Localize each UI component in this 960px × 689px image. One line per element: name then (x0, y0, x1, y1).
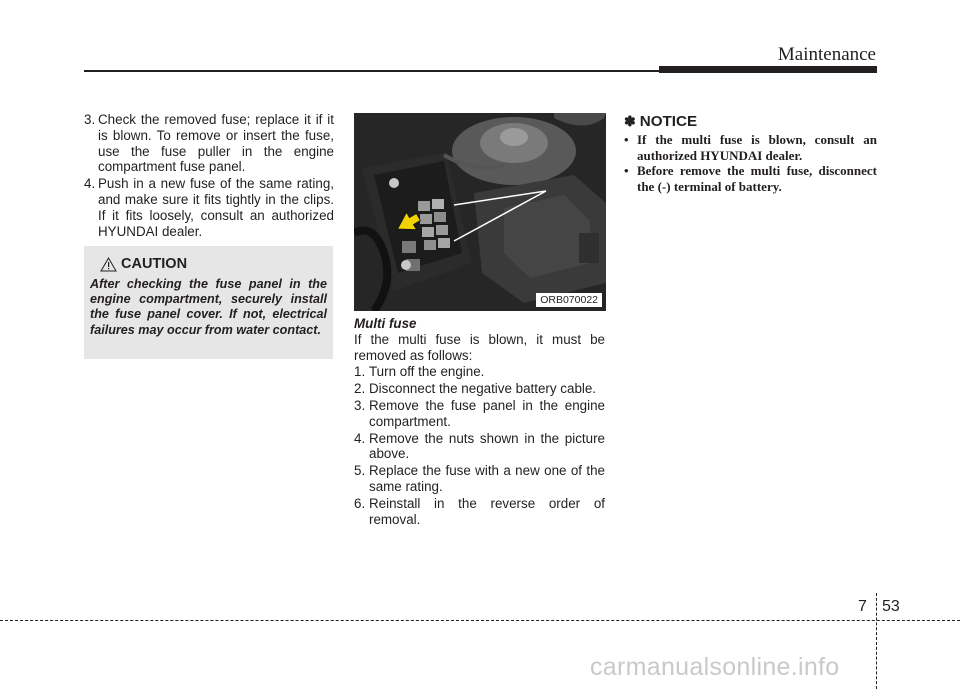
page-number: 53 (882, 598, 900, 615)
list-item (84, 112, 334, 175)
warning-triangle-icon (100, 257, 117, 272)
step-number: 6. (354, 495, 366, 511)
step-number: 4. (84, 176, 96, 192)
engine-fuse-box-photo (354, 113, 606, 311)
section-title: Maintenance (777, 44, 876, 65)
notice-mark-icon: ✽ (624, 113, 636, 129)
engine-compartment-image (354, 113, 606, 311)
step-text: Push in a new fuse of the same rating, and make sure it fits tightly in the clips. If it fits loosely, consult an authorized HYUNDAI dealer. (98, 176, 334, 239)
figure-code: ORB070022 (536, 293, 602, 307)
chapter-number: 7 (858, 598, 867, 615)
notice-box (624, 113, 877, 194)
list-item (354, 496, 605, 528)
step-number: 5. (354, 463, 366, 479)
list-item (354, 364, 605, 380)
bullet-icon: • (624, 132, 629, 147)
step-number: 4. (354, 430, 366, 446)
instructions-column-1 (84, 112, 334, 239)
bullet-icon: • (624, 163, 629, 179)
header-rule-thick (659, 66, 877, 73)
list-item (624, 132, 877, 163)
step-number: 3. (84, 112, 96, 127)
caution-box (84, 246, 333, 359)
multi-fuse-intro: If the multi fuse is blown, it must be removed as follows: (354, 331, 605, 363)
caution-title: CAUTION (121, 256, 188, 272)
instructions-column-2 (354, 316, 605, 527)
notice-text: If the multi fuse is blown, consult an authorized HYUNDAI dealer. (637, 132, 877, 163)
multi-fuse-heading: Multi fuse (354, 316, 417, 331)
caution-text: After checking the fuse panel in the engine compartment, securely install the fuse panel cover. If not, electrical failures may occur from water contact. (90, 277, 327, 337)
caution-header (100, 256, 187, 272)
notice-header (624, 113, 877, 130)
step-number: 3. (354, 397, 366, 413)
header-rule (84, 70, 659, 72)
notice-title: NOTICE (639, 113, 698, 130)
list-item (624, 163, 877, 194)
footer-divider (876, 593, 877, 689)
step-text: Replace the fuse with a new one of the same rating. (369, 463, 605, 494)
notice-list (624, 132, 877, 194)
list-item (84, 176, 334, 239)
step-text: Remove the fuse panel in the engine compartment. (369, 397, 605, 429)
list-item (354, 431, 605, 463)
step-text: Remove the nuts shown in the picture above. (369, 430, 605, 462)
list-item (354, 463, 605, 495)
list-item (354, 398, 605, 430)
step-text: Disconnect the negative battery cable. (369, 381, 597, 397)
step-number: 1. (354, 364, 366, 380)
watermark: carmanualsonline.info (590, 653, 840, 681)
step-text: Check the removed fuse; replace it if it is blown. To remove or insert the fuse, use the fuse puller in the engine compartment fuse panel. (98, 112, 334, 175)
step-number: 2. (354, 381, 366, 397)
notice-text: Before remove the multi fuse, disconnect the (-) terminal of battery. (637, 163, 877, 194)
footer-rule (0, 620, 960, 621)
step-text: Reinstall in the reverse order of removal. (369, 495, 605, 527)
step-text: Turn off the engine. (369, 364, 485, 380)
list-item (354, 381, 605, 397)
